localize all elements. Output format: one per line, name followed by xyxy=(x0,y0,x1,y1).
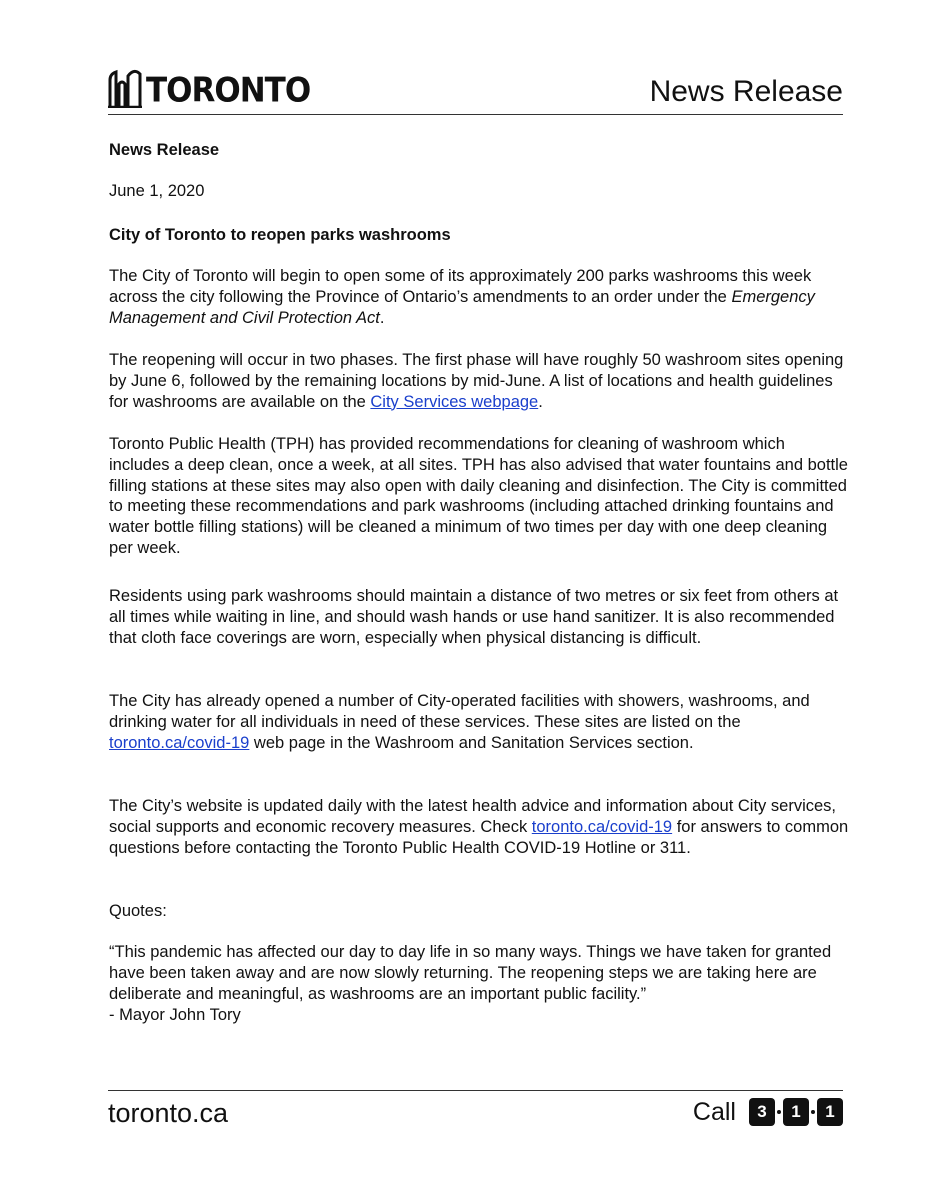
covid-19-link-2[interactable]: toronto.ca/covid-19 xyxy=(531,817,673,836)
header-divider xyxy=(108,114,843,115)
paragraph-6-end: for answers to common questions before contacting the Toronto Public Health COVID-19 Hotline or 311. xyxy=(109,817,849,857)
paragraph-5-end: web page in the Washroom and Sanitation Services section. xyxy=(249,733,694,752)
covid-19-link[interactable]: toronto.ca/covid-19 xyxy=(109,733,250,752)
call-311-badge xyxy=(693,1097,843,1127)
footer-divider xyxy=(108,1090,843,1091)
toronto-logo xyxy=(108,62,311,111)
logo-wordmark: TORONTO xyxy=(146,70,311,111)
call-digit: 3 xyxy=(749,1098,775,1126)
release-headline: City of Toronto to reopen parks washrooms xyxy=(109,226,451,244)
paragraph-2-end: . xyxy=(538,392,543,411)
paragraph-5-text: The City has already opened a number of City-operated facilities with showers, washrooms, and drinking water for all individuals in need of these services. These sites are listed on the xyxy=(109,692,810,731)
paragraph-1-end: . xyxy=(379,308,385,327)
paragraph-5 xyxy=(109,691,849,753)
quotes-label: Quotes: xyxy=(109,902,167,920)
paragraph-1-text: The City of Toronto will begin to open some of its approximately 200 parks washrooms this week across the city following the Province of Ontario’s amendments to an order under the xyxy=(109,267,812,306)
mayor-quote: “This pandemic has affected our day to day life in so many ways. Things we have taken for granted have been taken away and are now slowly returning. The reopening steps we are taking here are deliberate and meaningful, as washrooms are an important public facility.” xyxy=(109,943,832,1003)
footer-website: toronto.ca xyxy=(108,1098,229,1128)
paragraph-4: Residents using park washrooms should maintain a distance of two metres or six feet from others at all times while waiting in line, and should wash hands or use hand sanitizer. It is also recommended that cloth face coverings are worn, especially when physical distancing is difficult. xyxy=(109,587,839,647)
paragraph-6 xyxy=(109,796,849,858)
release-label: News Release xyxy=(109,141,220,159)
paragraph-2-text: The reopening will occur in two phases. The first phase will have roughly 50 washroom sites opening by June 6, followed by the remaining locations by mid-June. A list of locations and health guidelines for washrooms are available on the xyxy=(109,351,844,411)
city-services-link[interactable]: City Services webpage xyxy=(370,392,539,411)
digit-separator xyxy=(811,1110,815,1114)
release-date: June 1, 2020 xyxy=(109,182,205,200)
call-digit: 1 xyxy=(817,1098,843,1126)
paragraph-2 xyxy=(109,350,849,412)
paragraph-3: Toronto Public Health (TPH) has provided recommendations for cleaning of washroom which includes a deep clean, once a week, at all sites. TPH has also advised that water fountains and bottle filling stations at these sites may also open with daily cleaning and disinfection. The City is committed to meeting these recommendations and park washrooms (including attached drinking fountains and water bottle filling stations) will be cleaned a minimum of two times per day with one deep cleaning per week. xyxy=(109,435,848,557)
call-label: Call xyxy=(692,1098,736,1126)
call-digit: 1 xyxy=(783,1098,809,1126)
act-name: Emergency Management and Civil Protection Act xyxy=(109,287,815,327)
city-hall-icon xyxy=(108,68,142,108)
paragraph-1 xyxy=(109,266,849,328)
digit-separator xyxy=(777,1110,781,1114)
header-title: News Release xyxy=(649,75,843,108)
paragraph-6-text: The City’s website is updated daily with the latest health advice and information about City services, social supports and economic recovery measures. Check xyxy=(109,797,836,836)
quote-attribution: - Mayor John Tory xyxy=(109,1006,241,1024)
